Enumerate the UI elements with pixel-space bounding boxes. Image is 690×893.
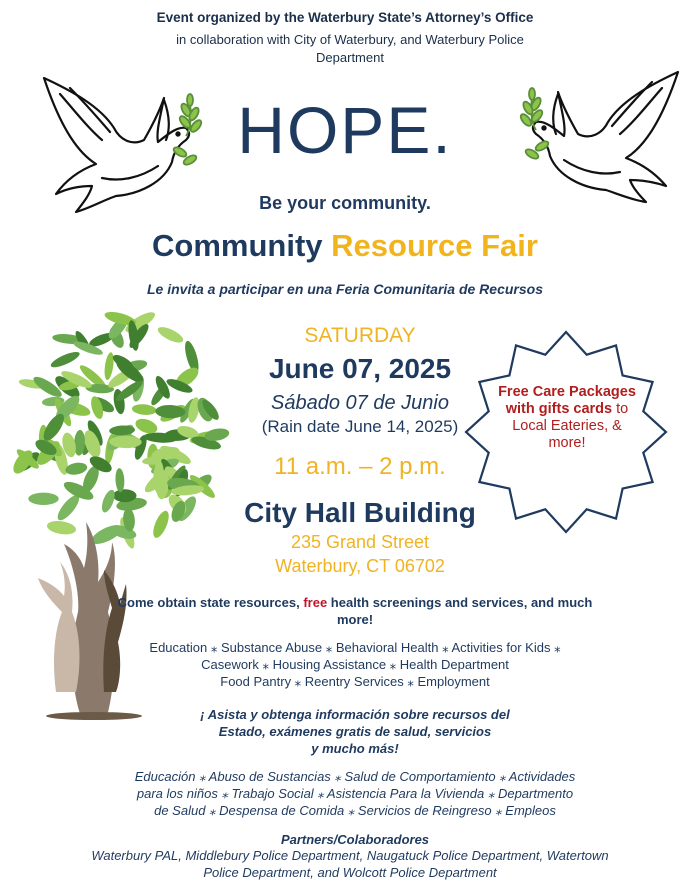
leaf-shape xyxy=(64,461,88,476)
partners-list xyxy=(60,847,640,881)
asista-line: ¡ Asista y obtenga información sobre recursos del xyxy=(200,707,510,722)
servicios-line: Educación ⁎ Abuso de Sustancias ⁎ Salud de Comportamiento ⁎ Actividades xyxy=(134,769,576,784)
event-venue: City Hall Building xyxy=(244,497,476,528)
asista-line: y mucho más! xyxy=(311,741,399,756)
services-line: Education ⁎ Substance Abuse ⁎ Behavioral Health ⁎ Activities for Kids ⁎ xyxy=(149,640,561,655)
leaf-shape xyxy=(28,493,58,505)
event-city: Waterbury, CT 06702 xyxy=(275,556,445,576)
partners-line: Police Department, and Wolcott Police Department xyxy=(203,865,497,880)
obtain-resources-text: Come obtain state resources, free health screenings and services, and much more! xyxy=(117,595,593,627)
leaf-shape xyxy=(99,488,117,514)
services-list-english xyxy=(115,639,595,690)
asista-line: Estado, exámenes gratis de salud, servicios xyxy=(218,724,492,739)
servicios-line: para los niños ⁎ Trabajo Social ⁎ Asistencia Para la Vivienda ⁎ Departmento xyxy=(136,786,574,801)
event-day: SATURDAY xyxy=(304,324,416,347)
asista-text-spanish xyxy=(115,706,595,757)
leaf-shape xyxy=(115,468,125,492)
hope-title: HOPE. xyxy=(237,93,453,167)
leaf-shape xyxy=(156,324,186,346)
fair-title: Community Resource Fair xyxy=(152,228,538,263)
services-line: Casework ⁎ Housing Assistance ⁎ Health Department xyxy=(201,657,509,672)
event-time: 11 a.m. – 2 p.m. xyxy=(274,453,446,480)
event-date: June 07, 2025 xyxy=(268,353,452,384)
partners-line: Waterbury PAL, Middlebury Police Department, Naugatuck Police Department, Watertown xyxy=(91,848,609,863)
event-date-spanish: Sábado 07 de Junio xyxy=(271,392,449,414)
leaf-shape xyxy=(103,352,115,381)
spanish-invitation: Le invita a participar en una Feria Comunitaria de Recursos xyxy=(146,281,543,297)
badge-text: Free Care Packages with gifts cards to Local Eateries, & more! xyxy=(498,384,636,451)
event-street: 235 Grand Street xyxy=(290,532,430,552)
services-list-spanish xyxy=(115,768,595,819)
leaf-shape xyxy=(49,349,81,370)
rain-date: (Rain date June 14, 2025) xyxy=(261,417,459,436)
organizer-line: Event organized by the Waterbury State’s Attorney’s Office xyxy=(156,10,534,25)
tagline: Be your community. xyxy=(259,193,431,213)
leaf-shape xyxy=(113,489,137,502)
services-line: Food Pantry ⁎ Reentry Services ⁎ Employment xyxy=(220,674,490,689)
servicios-line: de Salud ⁎ Despensa de Comida ⁎ Servicios de Reingreso ⁎ Empleos xyxy=(154,803,556,818)
collaboration-line: in collaboration with City of Waterbury, and Waterbury Police Department xyxy=(176,32,524,65)
partners-heading: Partners/Colaboradores xyxy=(280,832,430,847)
leaf-shape xyxy=(150,509,172,540)
leaf-shape xyxy=(46,519,77,536)
